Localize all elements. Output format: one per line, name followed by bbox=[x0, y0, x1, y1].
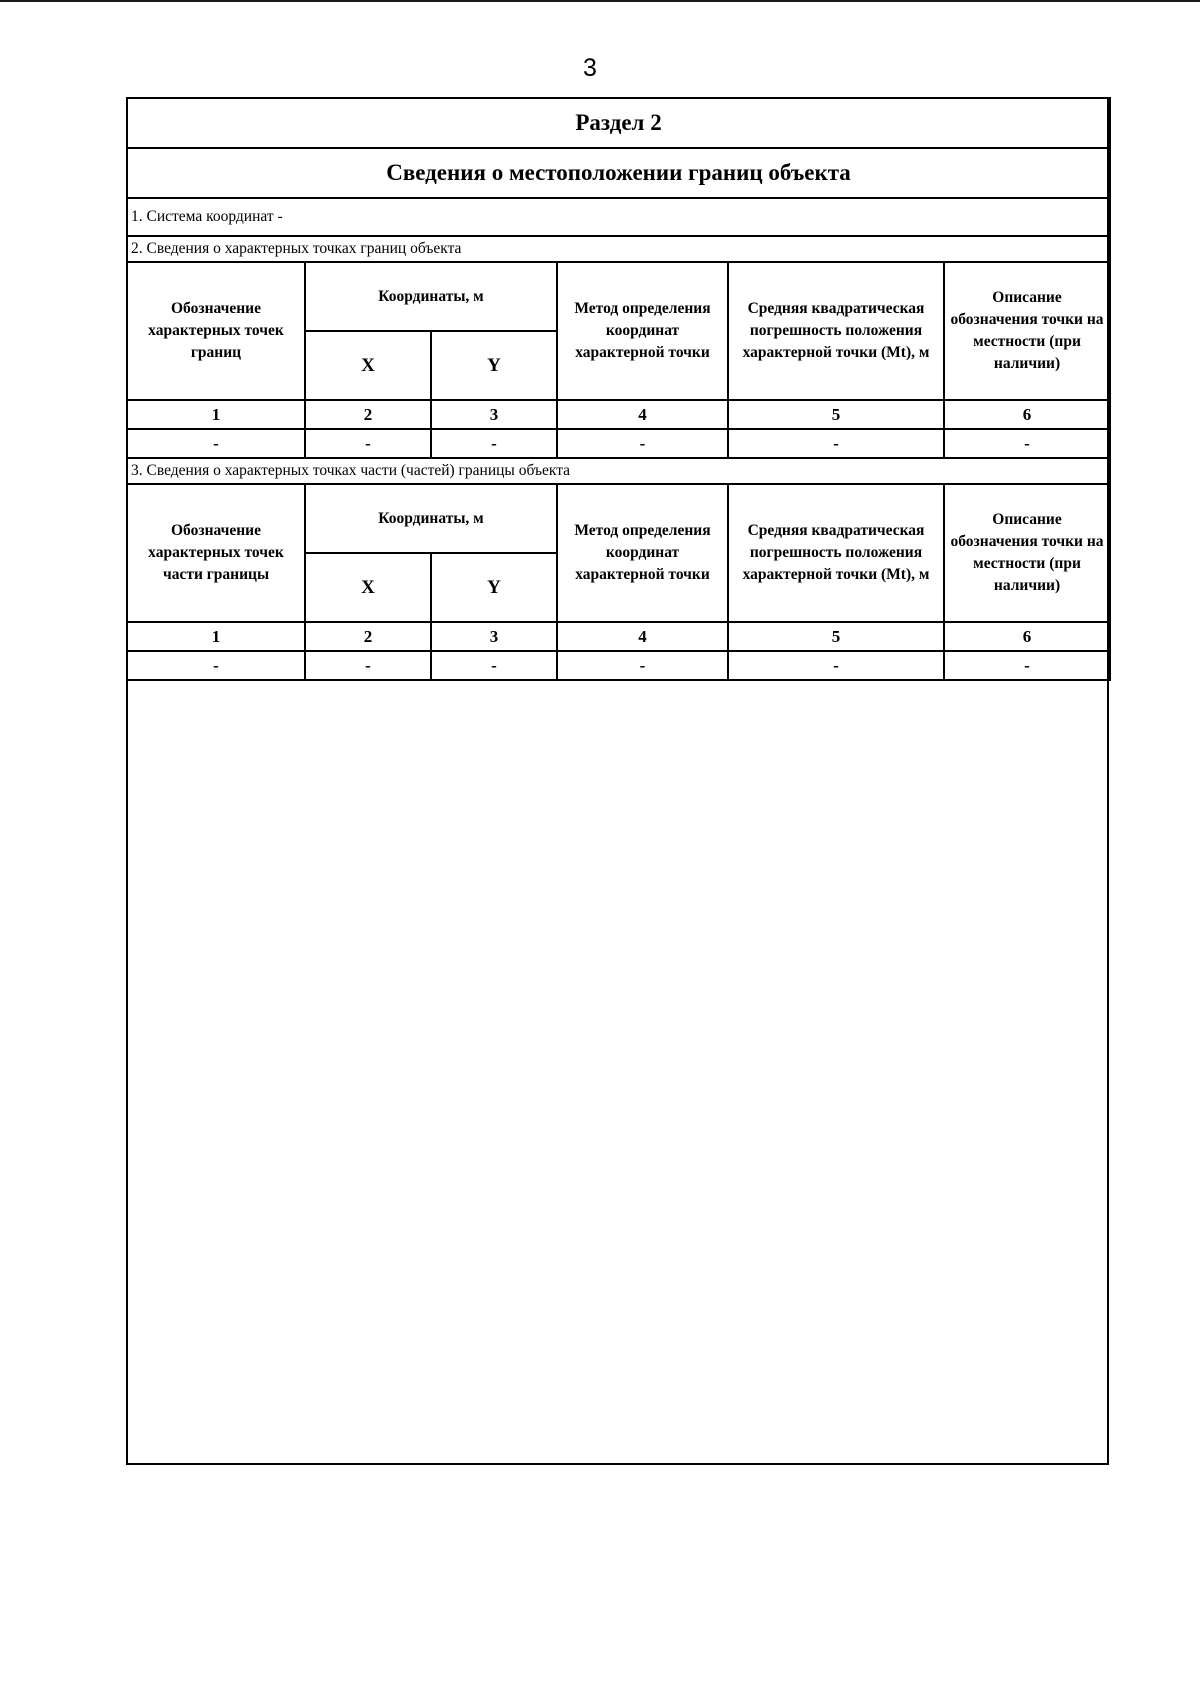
block3-header-x: X bbox=[305, 553, 431, 622]
block3-column-number: 4 bbox=[557, 622, 728, 651]
block2-cell: - bbox=[431, 429, 557, 458]
block2-cell: - bbox=[728, 429, 944, 458]
block2-cell: - bbox=[127, 429, 305, 458]
top-edge-rule bbox=[0, 0, 1200, 2]
block3-header-method: Метод определения координат характерной точки bbox=[557, 484, 728, 622]
block3-column-number: 6 bbox=[944, 622, 1110, 651]
table-row bbox=[127, 651, 1110, 680]
block2-column-number: 4 bbox=[557, 400, 728, 429]
block2-header-designation: Обозначение характерных точек границ bbox=[127, 262, 305, 400]
block2-header-x: X bbox=[305, 331, 431, 400]
block3-cell: - bbox=[305, 651, 431, 680]
page-number: 3 bbox=[583, 54, 597, 82]
block2-column-number: 5 bbox=[728, 400, 944, 429]
block3-column-number: 2 bbox=[305, 622, 431, 651]
block2-heading: 2. Сведения о характерных точках границ объекта bbox=[127, 236, 1110, 262]
coordinate-system-line: 1. Система координат - bbox=[127, 198, 1110, 236]
block2-header-coordinates: Координаты, м bbox=[305, 262, 557, 331]
boundary-info-table bbox=[126, 97, 1111, 681]
section-subtitle: Сведения о местоположении границ объекта bbox=[127, 148, 1110, 198]
block2-header-y: Y bbox=[431, 331, 557, 400]
block3-header-y: Y bbox=[431, 553, 557, 622]
block3-column-number: 3 bbox=[431, 622, 557, 651]
block3-header-coordinates: Координаты, м bbox=[305, 484, 557, 553]
block3-cell: - bbox=[127, 651, 305, 680]
block3-column-number: 5 bbox=[728, 622, 944, 651]
block2-cell: - bbox=[557, 429, 728, 458]
block2-header-method: Метод определения координат характерной точки bbox=[557, 262, 728, 400]
block2-cell: - bbox=[944, 429, 1110, 458]
block2-header-description: Описание обозначения точки на местности (при наличии) bbox=[944, 262, 1110, 400]
block3-cell: - bbox=[944, 651, 1110, 680]
block2-column-number: 3 bbox=[431, 400, 557, 429]
table-row bbox=[127, 429, 1110, 458]
block2-header-error: Средняя квадратическая погрешность положения характерной точки (Mt), м bbox=[728, 262, 944, 400]
block2-column-number: 1 bbox=[127, 400, 305, 429]
block2-cell: - bbox=[305, 429, 431, 458]
block3-header-error: Средняя квадратическая погрешность положения характерной точки (Mt), м bbox=[728, 484, 944, 622]
block3-cell: - bbox=[557, 651, 728, 680]
block3-column-number: 1 bbox=[127, 622, 305, 651]
block2-column-number: 6 bbox=[944, 400, 1110, 429]
block3-header-designation: Обозначение характерных точек части границы bbox=[127, 484, 305, 622]
section-title: Раздел 2 bbox=[127, 98, 1110, 148]
block3-cell: - bbox=[431, 651, 557, 680]
block3-header-description: Описание обозначения точки на местности (при наличии) bbox=[944, 484, 1110, 622]
block3-cell: - bbox=[728, 651, 944, 680]
block3-heading: 3. Сведения о характерных точках части (частей) границы объекта bbox=[127, 458, 1110, 484]
block2-column-number: 2 bbox=[305, 400, 431, 429]
